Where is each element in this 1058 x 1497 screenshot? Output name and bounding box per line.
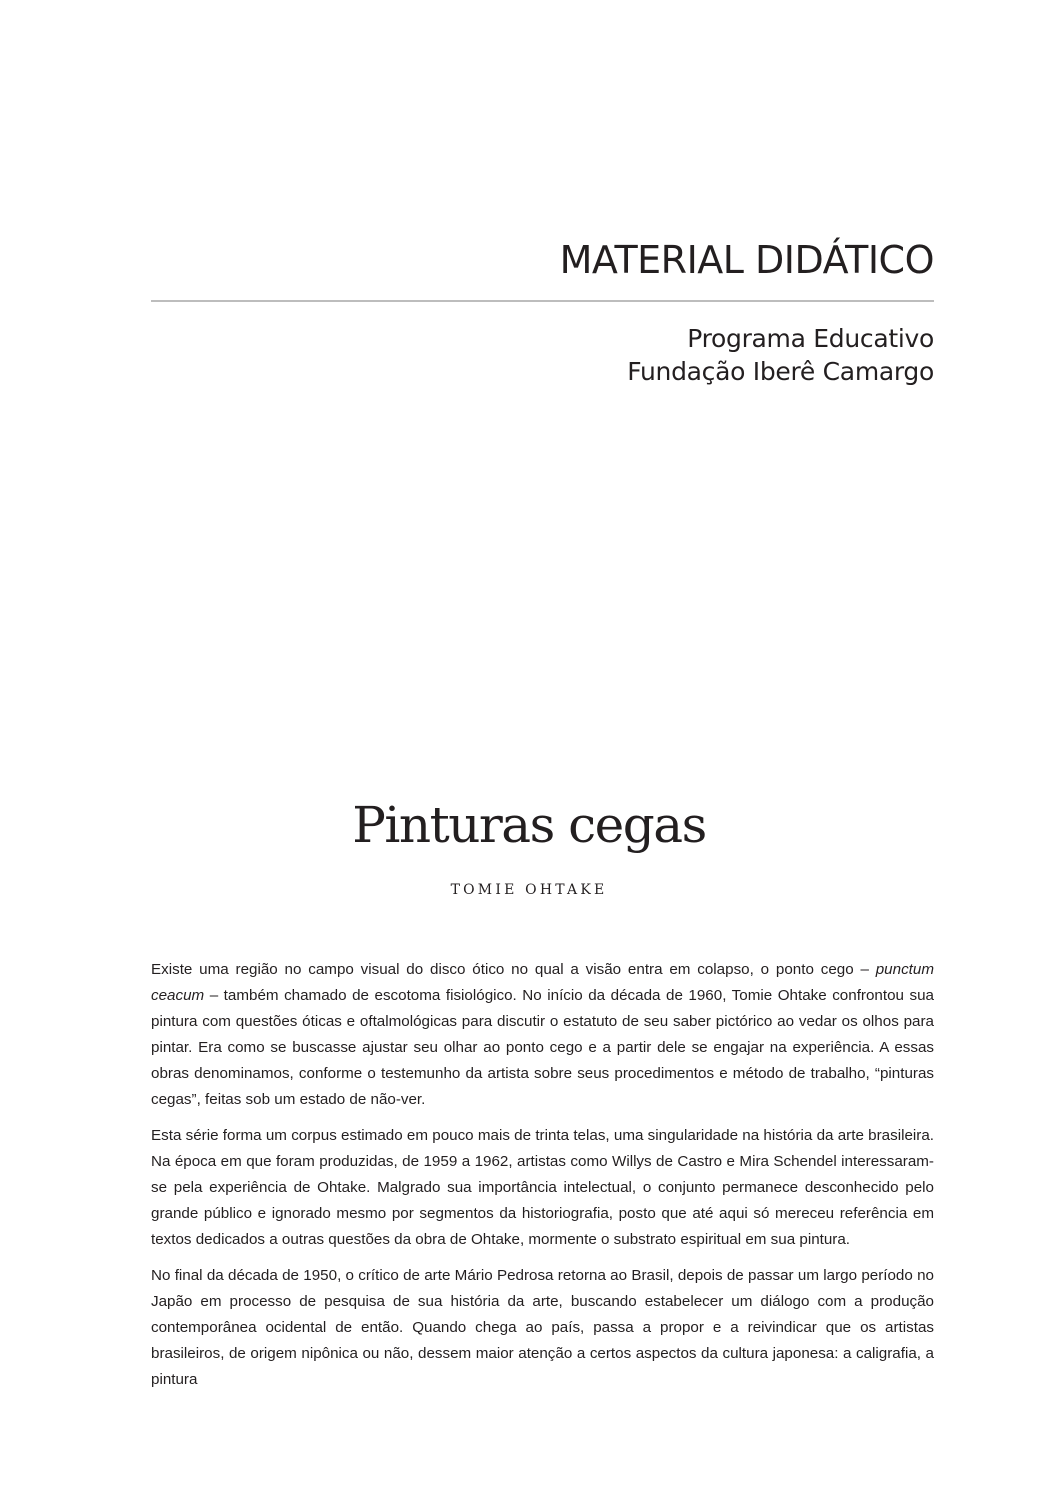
document-header-title: MATERIAL DIDÁTICO [559,238,934,282]
article-body [151,957,934,1403]
subtitle-foundation: Fundação Iberê Camargo [627,357,934,386]
article-author: TOMIE OHTAKE [450,882,608,898]
subtitle-program: Programa Educativo [687,324,934,353]
paragraph-1-start: Existe uma região no campo visual do disco ótico no qual a visão entra em colapso, o ponto cego – [151,961,876,978]
paragraph-2: Esta série forma um corpus estimado em pouco mais de trinta telas, uma singularidade na história da arte brasileira. Na época em que foram produzidas, de 1959 a 1962, artistas como Willys de Castro e Mira Schendel interessaram-se pela experiência de Ohtake. Malgrado sua importância intelectual, o conjunto permanece desconhecido pelo grande público e ignorado mesmo por segmentos da historiografia, posto que até aqui só mereceu referência em textos dedicados a outras questões da obra de Ohtake, mormente o substrato espiritual em sua pintura. [151,1127,934,1248]
paragraph-1-end: – também chamado de escotoma fisiológico. No início da década de 1960, Tomie Ohtake confrontou sua pintura com questões óticas e oftalmológicas para discutir o estatuto de seu saber pictórico ao vedar os olhos para pintar. Era como se buscasse ajustar seu olhar ao ponto cego e a partir dele se engajar na experiência. A essas obras denominamos, conforme o testemunho da artista sobre seus procedimentos e método de trabalho, “pinturas cegas”, feitas sob um estado de não-ver. [151,987,934,1108]
header-subtitle [627,322,934,388]
paragraph-1-italic-term: punctum ceacum [151,961,934,1004]
article-title: Pinturas cegas [352,796,706,854]
header-divider [151,300,934,302]
paragraph-3: No final da década de 1950, o crítico de arte Mário Pedrosa retorna ao Brasil, depois de passar um largo período no Japão em processo de pesquisa de sua história da arte, buscando estabelecer um diálogo com a produção contemporânea ocidental de então. Quando chega ao país, passa a propor e a reivindicar que os artistas brasileiros, de origem nipônica ou não, dessem maior atenção a certos aspectos da cultura japonesa: a caligrafia, a pintura [151,1267,934,1388]
paragraph-1 [151,957,934,1113]
